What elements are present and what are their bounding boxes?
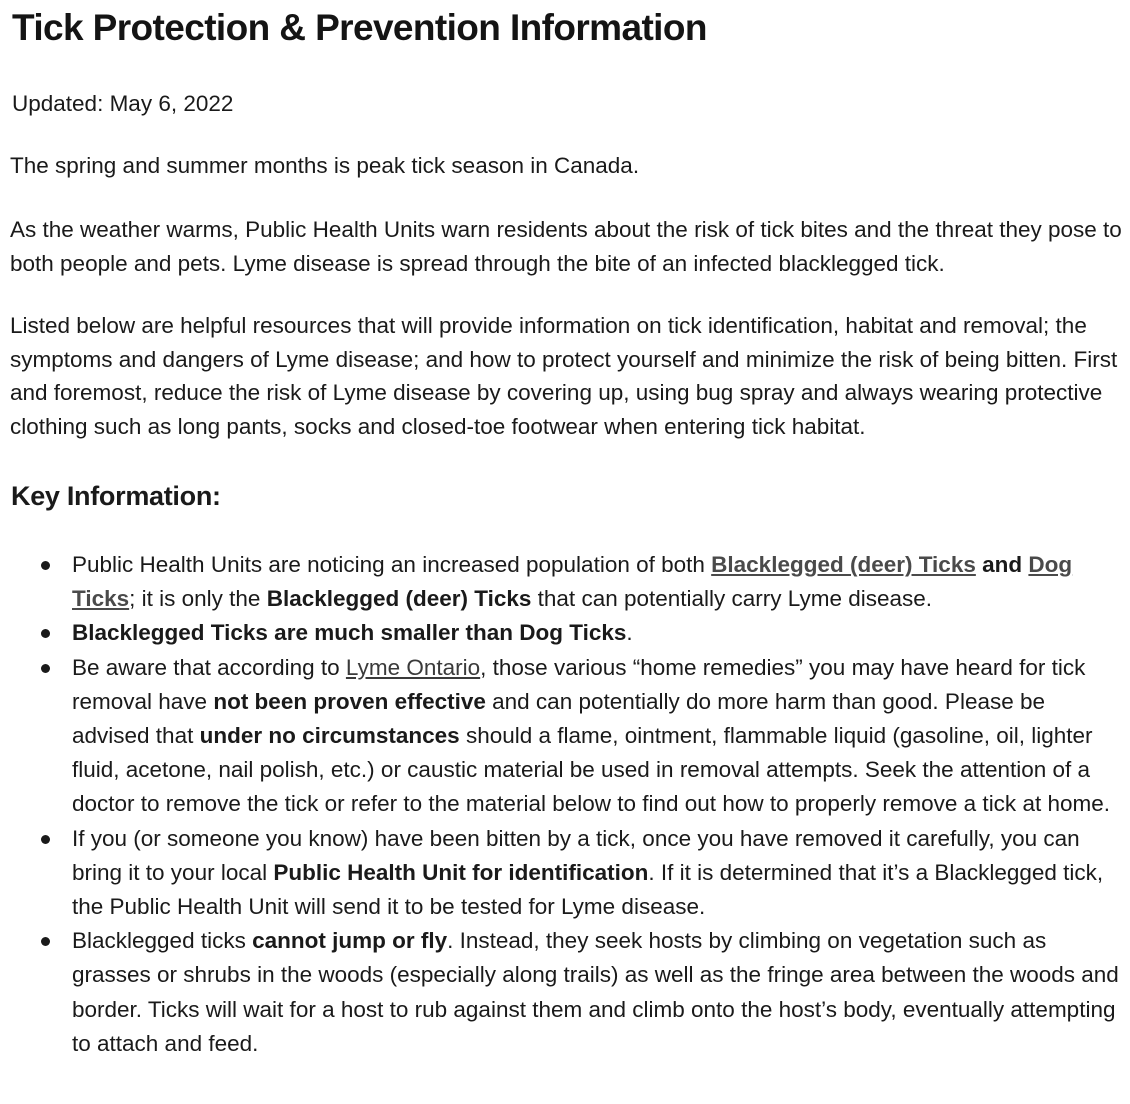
bullet-dot-icon xyxy=(41,664,50,673)
bullet-text: and can potentially do more harm than good. Please be advised that xyxy=(72,688,1046,749)
bullet-text: . Instead, they seek hosts by climbing on vegetation such as grasses or shrubs in the woods (especially along trails) as well as the fringe area between the woods and border. Ticks will wait for a host to rub against them and climb onto the host’s body, eventually attempting to attach and feed. xyxy=(72,928,1119,1056)
bullet-bold-text: Public Health Unit for identification xyxy=(273,859,649,885)
bullet-text: If you (or someone you know) have been bitten by a tick, once you have removed it carefully, you can bring it to your local xyxy=(72,825,1080,885)
list-item xyxy=(0,924,1130,1061)
bullet-bold-text: Blacklegged (deer) Ticks xyxy=(266,586,532,612)
bullet-dot-icon xyxy=(41,629,50,638)
bullet-text: Public Health Units are noticing an increased population of both xyxy=(72,552,712,577)
page-title: Tick Protection & Prevention Information xyxy=(12,7,707,48)
bullet-text: should a flame, ointment, flammable liquid (gasoline, oil, lighter fluid, acetone, nail polish, etc.) or caustic material be used in removal attempts. Seek the attention of a doctor to remove the tick or refer to the material below to find out how to properly remove a tick at home. xyxy=(72,723,1110,817)
list-item xyxy=(0,616,1130,650)
bullet-dot-icon xyxy=(41,835,50,844)
bullet-text: ; it is only the xyxy=(129,586,267,612)
dog-ticks-link[interactable]: Dog Ticks xyxy=(72,552,1073,612)
key-information-heading: Key Information: xyxy=(11,481,221,511)
intro-paragraph-2: As the weather warms, Public Health Units warn residents about the risk of tick bites and the threat they pose to both people and pets. Lyme disease is spread through the bite of an infected blacklegged tick. xyxy=(10,217,1122,276)
list-item xyxy=(0,822,1130,925)
bullet-bold-text: and xyxy=(982,552,1023,577)
bullet-text: . If it is determined that it’s a Blacklegged tick, the Public Health Unit will send it to be tested for Lyme disease. xyxy=(72,859,1104,920)
bullet-bold-text: under no circumstances xyxy=(199,723,460,749)
intro-paragraph-3: Listed below are helpful resources that will provide information on tick identification, habitat and removal; the symptoms and dangers of Lyme disease; and how to protect yourself and minimize the risk of being bitten. First and foremost, reduce the risk of Lyme disease by covering up, using bug spray and always wearing protective clothing such as long pants, socks and closed-toe footwear when entering tick habitat. xyxy=(10,313,1118,439)
bullet-text: Be aware that according to xyxy=(72,654,346,680)
bullet-text: that can potentially carry Lyme disease. xyxy=(531,586,933,612)
lyme-ontario-link[interactable]: Lyme Ontario xyxy=(345,654,481,680)
bullet-dot-icon xyxy=(41,561,50,570)
key-information-list xyxy=(0,548,1130,1061)
list-item xyxy=(0,548,1130,616)
bullet-text: , those various “home remedies” you may have heard for tick removal have xyxy=(72,654,1086,714)
list-item xyxy=(0,651,1130,822)
bullet-text: . xyxy=(626,620,633,646)
blacklegged-ticks-link[interactable]: Blacklegged (deer) Ticks xyxy=(711,552,976,577)
bullet-bold-text: not been proven effective xyxy=(213,688,486,714)
intro-paragraph-1: The spring and summer months is peak tick season in Canada. xyxy=(10,153,640,178)
bullet-text: Blacklegged ticks xyxy=(72,928,253,954)
bullet-bold-text: cannot jump or fly xyxy=(252,928,448,954)
bullet-bold-text: Blacklegged Ticks are much smaller than Dog Ticks xyxy=(72,620,627,646)
updated-date: Updated: May 6, 2022 xyxy=(12,91,234,116)
bullet-dot-icon xyxy=(41,937,50,946)
